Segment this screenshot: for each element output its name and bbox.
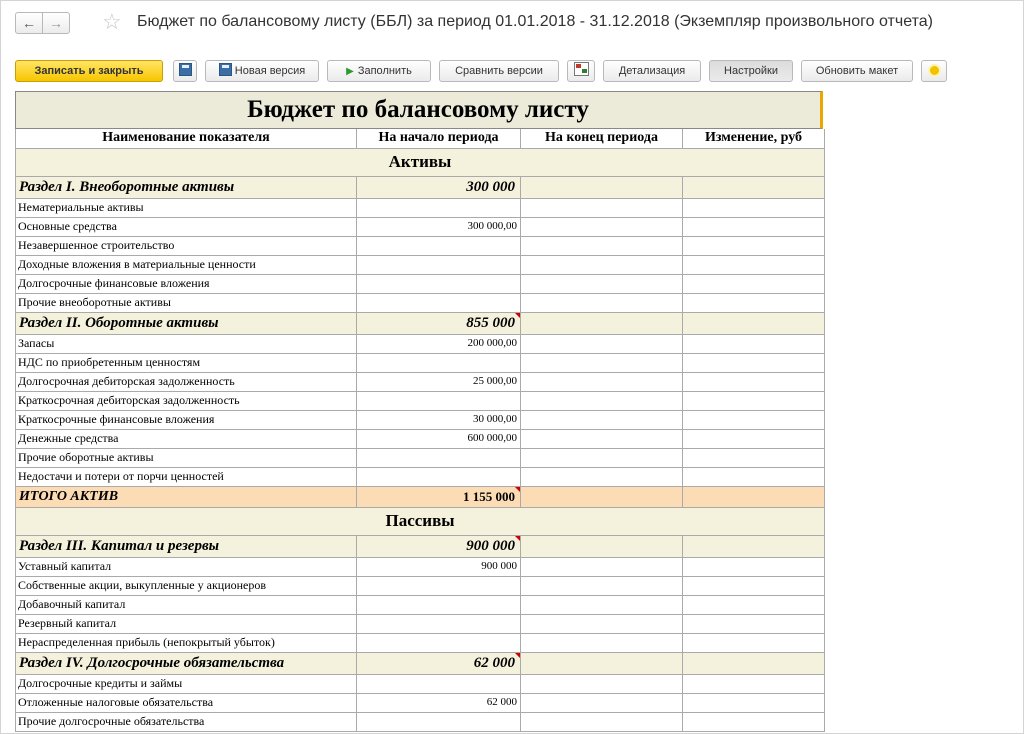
- row-end-cell[interactable]: [521, 675, 683, 694]
- favorite-star-icon[interactable]: ☆: [102, 9, 122, 34]
- section-end-cell[interactable]: [521, 177, 683, 199]
- section-change-cell[interactable]: [683, 536, 825, 558]
- row-start-value[interactable]: 62 000: [357, 694, 521, 713]
- row-change-cell[interactable]: [683, 468, 825, 487]
- row-end-cell[interactable]: [521, 335, 683, 354]
- column-header-change: Изменение, руб: [683, 129, 825, 149]
- table-row[interactable]: [15, 596, 825, 615]
- detail-button[interactable]: Детализация: [603, 60, 701, 82]
- row-change-cell[interactable]: [683, 256, 825, 275]
- assets-heading-row: [15, 149, 825, 177]
- table-row[interactable]: [15, 335, 825, 354]
- row-change-cell[interactable]: [683, 237, 825, 256]
- table-row[interactable]: [15, 615, 825, 634]
- section-name: Раздел I. Внеоборотные активы: [15, 177, 357, 199]
- row-name: Денежные средства: [15, 430, 357, 449]
- row-change-cell[interactable]: [683, 558, 825, 577]
- row-start-value[interactable]: [357, 596, 521, 615]
- row-name: Нематериальные активы: [15, 199, 357, 218]
- table-row[interactable]: [15, 275, 825, 294]
- section-value[interactable]: 300 000: [357, 177, 521, 199]
- update-layout-button[interactable]: Обновить макет: [801, 60, 913, 82]
- row-end-cell[interactable]: [521, 596, 683, 615]
- row-end-cell[interactable]: [521, 411, 683, 430]
- section-change-cell[interactable]: [683, 313, 825, 335]
- arrow-right-icon: →: [49, 15, 63, 31]
- spreadsheet-icon: [574, 62, 589, 76]
- section-row[interactable]: [15, 313, 825, 335]
- total-assets-row[interactable]: [15, 487, 825, 508]
- export-spreadsheet-button[interactable]: [567, 60, 595, 82]
- new-version-button[interactable]: [205, 60, 319, 82]
- table-row[interactable]: [15, 634, 825, 653]
- row-end-cell[interactable]: [521, 449, 683, 468]
- row-end-cell[interactable]: [521, 430, 683, 449]
- total-assets-value[interactable]: 1 155 000: [357, 487, 521, 508]
- table-row[interactable]: [15, 199, 825, 218]
- row-end-cell[interactable]: [521, 392, 683, 411]
- row-start-value[interactable]: [357, 713, 521, 732]
- save-button[interactable]: [173, 60, 197, 82]
- lightbulb-icon: [930, 66, 939, 75]
- row-name: Прочие внеоборотные активы: [15, 294, 357, 313]
- row-name: Краткосрочные финансовые вложения: [15, 411, 357, 430]
- row-start-value[interactable]: [357, 392, 521, 411]
- row-name: Основные средства: [15, 218, 357, 237]
- row-change-cell[interactable]: [683, 596, 825, 615]
- row-change-cell[interactable]: [683, 392, 825, 411]
- row-name: Добавочный капитал: [15, 596, 357, 615]
- row-name: Прочие оборотные активы: [15, 449, 357, 468]
- play-icon: ▶: [346, 66, 354, 77]
- row-name: Резервный капитал: [15, 615, 357, 634]
- row-name: Собственные акции, выкупленные у акционеров: [15, 577, 357, 596]
- row-start-value[interactable]: 200 000,00: [357, 335, 521, 354]
- table-row[interactable]: [15, 256, 825, 275]
- row-start-value[interactable]: 300 000,00: [357, 218, 521, 237]
- row-change-cell[interactable]: [683, 713, 825, 732]
- row-name: Долгосрочная дебиторская задолженность: [15, 373, 357, 392]
- row-start-value[interactable]: 900 000: [357, 558, 521, 577]
- row-name: Нераспределенная прибыль (непокрытый убыток): [15, 634, 357, 653]
- fill-label: Заполнить: [357, 65, 412, 77]
- row-end-cell[interactable]: [521, 634, 683, 653]
- row-start-value[interactable]: [357, 275, 521, 294]
- table-row[interactable]: [15, 294, 825, 313]
- column-header-end: На конец периода: [521, 129, 683, 149]
- row-start-value[interactable]: [357, 294, 521, 313]
- row-name: Доходные вложения в материальные ценности: [15, 256, 357, 275]
- table-row[interactable]: [15, 392, 825, 411]
- section-row[interactable]: [15, 653, 825, 675]
- total-assets-name: ИТОГО АКТИВ: [15, 487, 357, 508]
- row-end-cell[interactable]: [521, 256, 683, 275]
- row-start-value[interactable]: [357, 256, 521, 275]
- row-name: Запасы: [15, 335, 357, 354]
- row-end-cell[interactable]: [521, 577, 683, 596]
- column-header-start: На начало периода: [357, 129, 521, 149]
- row-end-cell[interactable]: [521, 199, 683, 218]
- section-name: Раздел IV. Долгосрочные обязательства: [15, 653, 357, 675]
- assets-heading: Активы: [15, 149, 825, 177]
- table-row[interactable]: [15, 373, 825, 392]
- row-start-value[interactable]: 25 000,00: [357, 373, 521, 392]
- table-row[interactable]: [15, 558, 825, 577]
- row-end-cell[interactable]: [521, 275, 683, 294]
- row-name: Прочие долгосрочные обязательства: [15, 713, 357, 732]
- row-end-cell[interactable]: [521, 713, 683, 732]
- section-value[interactable]: 62 000: [357, 653, 521, 675]
- row-start-value[interactable]: [357, 237, 521, 256]
- table-row[interactable]: [15, 218, 825, 237]
- report-title: Бюджет по балансовому листу: [15, 91, 823, 129]
- compare-versions-button[interactable]: Сравнить версии: [439, 60, 559, 82]
- row-change-cell[interactable]: [683, 634, 825, 653]
- column-header-name: Наименование показателя: [15, 129, 357, 149]
- forward-button[interactable]: [42, 12, 70, 34]
- total-assets-end-cell[interactable]: [521, 487, 683, 508]
- settings-button[interactable]: Настройки: [709, 60, 793, 82]
- row-change-cell[interactable]: [683, 373, 825, 392]
- row-end-cell[interactable]: [521, 237, 683, 256]
- liabilities-heading: Пассивы: [15, 508, 825, 536]
- row-start-value[interactable]: [357, 615, 521, 634]
- section-row[interactable]: [15, 177, 825, 199]
- row-end-cell[interactable]: [521, 468, 683, 487]
- row-change-cell[interactable]: [683, 199, 825, 218]
- liabilities-heading-row: [15, 508, 825, 536]
- section-value[interactable]: 900 000: [357, 536, 521, 558]
- row-change-cell[interactable]: [683, 275, 825, 294]
- row-name: Краткосрочная дебиторская задолженность: [15, 392, 357, 411]
- total-assets-change-cell[interactable]: [683, 487, 825, 508]
- row-change-cell[interactable]: [683, 294, 825, 313]
- report-sheet: [15, 91, 825, 734]
- table-row[interactable]: [15, 577, 825, 596]
- row-start-value[interactable]: 30 000,00: [357, 411, 521, 430]
- floppy-disk-icon: [179, 63, 192, 76]
- fill-button[interactable]: [327, 60, 431, 82]
- table-row[interactable]: [15, 354, 825, 373]
- table-row[interactable]: [15, 237, 825, 256]
- row-change-cell[interactable]: [683, 411, 825, 430]
- floppy-disk-icon: [219, 63, 232, 76]
- table-row[interactable]: [15, 713, 825, 732]
- row-change-cell[interactable]: [683, 430, 825, 449]
- row-start-value[interactable]: [357, 577, 521, 596]
- section-end-cell[interactable]: [521, 653, 683, 675]
- row-name: НДС по приобретенным ценностям: [15, 354, 357, 373]
- row-change-cell[interactable]: [683, 675, 825, 694]
- row-change-cell[interactable]: [683, 354, 825, 373]
- save-and-close-button[interactable]: Записать и закрыть: [15, 60, 163, 82]
- section-change-cell[interactable]: [683, 653, 825, 675]
- row-change-cell[interactable]: [683, 694, 825, 713]
- row-start-value[interactable]: [357, 199, 521, 218]
- row-start-value[interactable]: [357, 675, 521, 694]
- row-start-value[interactable]: [357, 354, 521, 373]
- arrow-left-icon: ←: [22, 15, 36, 31]
- column-header-row: [15, 129, 825, 149]
- row-name: Незавершенное строительство: [15, 237, 357, 256]
- section-row[interactable]: [15, 536, 825, 558]
- row-start-value[interactable]: 600 000,00: [357, 430, 521, 449]
- section-name: Раздел III. Капитал и резервы: [15, 536, 357, 558]
- table-row[interactable]: [15, 449, 825, 468]
- row-start-value[interactable]: [357, 468, 521, 487]
- back-button[interactable]: [15, 12, 43, 34]
- row-start-value[interactable]: [357, 634, 521, 653]
- table-row[interactable]: [15, 468, 825, 487]
- row-end-cell[interactable]: [521, 294, 683, 313]
- section-name: Раздел II. Оборотные активы: [15, 313, 357, 335]
- row-name: Долгосрочные финансовые вложения: [15, 275, 357, 294]
- table-row[interactable]: [15, 430, 825, 449]
- section-value[interactable]: 855 000: [357, 313, 521, 335]
- row-name: Долгосрочные кредиты и займы: [15, 675, 357, 694]
- row-name: Уставный капитал: [15, 558, 357, 577]
- row-start-value[interactable]: [357, 449, 521, 468]
- row-end-cell[interactable]: [521, 615, 683, 634]
- new-version-label: Новая версия: [234, 65, 306, 77]
- window-title: Бюджет по балансовому листу (ББЛ) за период 01.01.2018 - 31.12.2018 (Экземпляр произвольного отчета): [137, 13, 933, 30]
- row-end-cell[interactable]: [521, 373, 683, 392]
- row-name: Недостачи и потери от порчи ценностей: [15, 468, 357, 487]
- row-change-cell[interactable]: [683, 615, 825, 634]
- row-change-cell[interactable]: [683, 577, 825, 596]
- table-row[interactable]: [15, 411, 825, 430]
- section-change-cell[interactable]: [683, 177, 825, 199]
- row-name: Отложенные налоговые обязательства: [15, 694, 357, 713]
- row-end-cell[interactable]: [521, 218, 683, 237]
- row-change-cell[interactable]: [683, 218, 825, 237]
- row-end-cell[interactable]: [521, 354, 683, 373]
- table-row[interactable]: [15, 694, 825, 713]
- row-change-cell[interactable]: [683, 335, 825, 354]
- section-end-cell[interactable]: [521, 536, 683, 558]
- hint-button[interactable]: [921, 60, 947, 82]
- table-row[interactable]: [15, 675, 825, 694]
- row-change-cell[interactable]: [683, 449, 825, 468]
- row-end-cell[interactable]: [521, 694, 683, 713]
- row-end-cell[interactable]: [521, 558, 683, 577]
- section-end-cell[interactable]: [521, 313, 683, 335]
